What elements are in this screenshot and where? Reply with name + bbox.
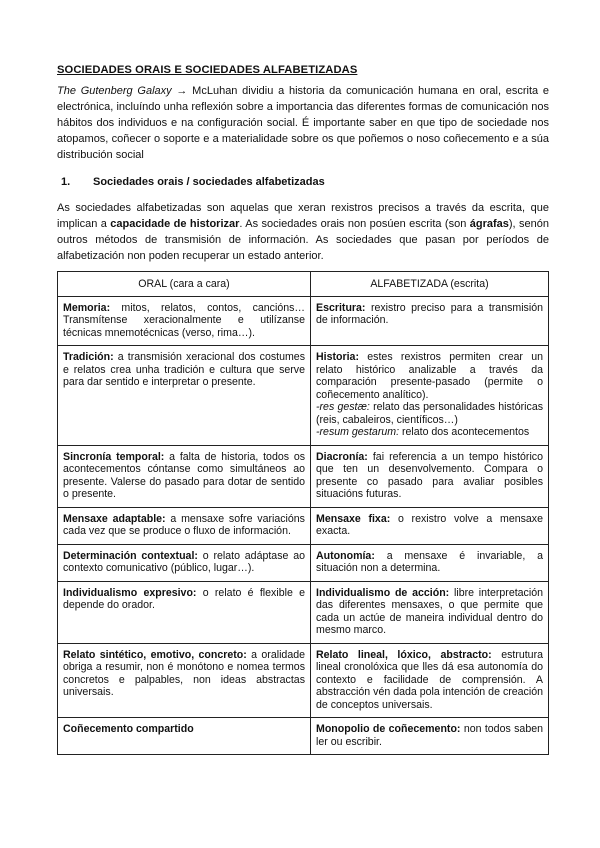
cell-text: mitos, relatos, contos, cancións… Transmítense xeracionalmente e utilízanse técnicas mnemotécnicas (verso, rima…).: [63, 301, 305, 339]
table-cell-alfa: [311, 643, 549, 718]
table-header-row: [58, 272, 549, 297]
section-paragraph: [57, 200, 549, 264]
sub-item-resum-gestarum: [316, 426, 543, 439]
cell-term: Sincronía temporal:: [63, 450, 165, 463]
section-title: Sociedades orais / sociedades alfabetizadas: [93, 176, 325, 188]
header-alfabetizada: ALFABETIZADA (escrita): [311, 272, 549, 297]
cell-term: Relato lineal, lóxico, abstracto:: [316, 648, 492, 661]
cell-text: libre interpretación das diferentes mensaxes, o que permite que cada un actúe de maneira individual dentro do mesmo marco.: [316, 586, 543, 636]
para-text-2: . As sociedades orais non posúen escrita (son: [239, 218, 470, 230]
cell-text: fai referencia a un tempo histórico que ten un desenvolvemento. Compara o presente co pasado para avaliar posibles situacións futuras.: [316, 450, 543, 500]
cell-term: Autonomía:: [316, 549, 375, 562]
intro-paragraph: [57, 83, 549, 163]
table-cell-alfa: [311, 544, 549, 581]
sub-item-res-gestae: [316, 401, 543, 426]
cell-term: Memoria:: [63, 301, 111, 314]
table-cell-oral: [58, 296, 311, 346]
table-row: [58, 643, 549, 718]
intro-text: McLuhan dividiu a historia da comunicación humana en oral, escrita e electrónica, incluíndo unha reflexión sobre a importancia das diferentes formas de comunicación nos hábitos dos individuos e na configuración social. É importante saber en que tipo de sociedade nos atopamos, coñecer o soporte e a materialidade sobre os que poñemos o noso coñecemento e a súa distribución social: [57, 85, 550, 161]
table-cell-alfa: [311, 507, 549, 544]
table-cell-alfa: [311, 581, 549, 643]
table-cell-oral: [58, 346, 311, 446]
cell-text: estes rexistros permiten crear un relato histórico analizable a través da comparación presente-pasado (permite o coñecemento analítico).: [316, 351, 543, 401]
cell-text: o relato é flexible e depende do orador.: [63, 586, 306, 611]
cell-term: Diacronía:: [316, 450, 368, 463]
table-cell-alfa: [311, 718, 549, 755]
table-row: [58, 445, 549, 507]
cell-term: Historia:: [316, 351, 359, 363]
cell-term: Coñecemento compartido: [63, 723, 194, 735]
cell-text: a falta de historia, todos os acontecementos cóntanse como simultáneos ao presente. Valerse do pasado para dotar de sentido o presente.: [63, 450, 306, 500]
section-number: 1.: [61, 176, 71, 188]
para-text-3: ), senón outros métodos de transmisión de información. As sociedades que pasan por períodos de alfabetización non poden recuperar un estado anterior.: [57, 218, 549, 262]
sub-text: relato dos acontecementos: [399, 426, 530, 438]
table-row: [58, 346, 549, 446]
sub-term: -resum gestarum:: [316, 426, 400, 438]
cell-term: Mensaxe adaptable:: [63, 512, 166, 525]
cell-text: non todos saben ler ou escribir.: [316, 723, 543, 748]
document-title: SOCIEDADES ORAIS E SOCIEDADES ALFABETIZADAS: [57, 64, 358, 76]
para-text-1: As sociedades alfabetizadas son aquelas que xeran rexistros precisos a través da escrita, que implican a: [57, 202, 549, 230]
header-oral: ORAL (cara a cara): [58, 272, 311, 297]
sub-term: -res gestæ:: [316, 401, 370, 413]
table-cell-oral: [58, 581, 311, 643]
intro-arrow: →: [171, 85, 193, 97]
cell-term: Escritura:: [316, 301, 366, 314]
table-cell-oral: [58, 445, 311, 507]
cell-term: Relato sintético, emotivo, concreto:: [63, 648, 247, 661]
intro-book-title: The Gutenberg Galaxy: [57, 85, 172, 97]
table-cell-oral: [58, 718, 311, 755]
table-row: [58, 296, 549, 346]
cell-text: a mensaxe é invariable, a situación non a determina.: [316, 549, 543, 574]
cell-term: Individualismo expresivo:: [63, 586, 197, 599]
cell-term: Determinación contextual:: [63, 549, 198, 562]
cell-text: a mensaxe sofre variacións cada vez que se produce o fluxo de información.: [63, 512, 305, 537]
table-cell-alfa: [311, 346, 549, 446]
cell-text: estrutura lineal cronolóxica que lles dá esa autonomía do contexto e facilidade de comprensión. A abstracción vén dada pola intención de creación de conceptos universais.: [316, 648, 543, 711]
table-row: [58, 544, 549, 581]
table-row: [58, 581, 549, 643]
table-cell-oral: [58, 643, 311, 718]
para-bold-2: ágrafas: [469, 218, 509, 230]
cell-text: o rexistro volve a mensaxe exacta.: [316, 512, 543, 537]
cell-text: o relato adáptase ao contexto comunicativo (público, lugar…).: [63, 549, 305, 574]
sub-text: relato das personalidades históricas (reis, cabaleiros, científicos…): [316, 401, 544, 426]
cell-term: Mensaxe fixa:: [316, 512, 391, 525]
cell-text: rexistro preciso para a transmisión de información.: [316, 301, 543, 326]
table-cell-alfa: [311, 296, 549, 346]
table-row: [58, 507, 549, 544]
para-bold-1: capacidade de historizar: [110, 218, 240, 230]
cell-term: Monopolio de coñecemento:: [316, 723, 461, 735]
table-cell-oral: [58, 544, 311, 581]
table-cell-oral: [58, 507, 311, 544]
cell-term: Tradición:: [63, 351, 114, 363]
comparison-table: [57, 271, 549, 755]
section-heading: [61, 176, 325, 188]
cell-text: a oralidade obriga a resumir, non é monótono e nomea termos concretos e palpables, non ideas abstractas universais.: [63, 648, 305, 698]
table-cell-alfa: [311, 445, 549, 507]
cell-text: a transmisión xeracional dos costumes e relatos crea unha tradición e cultura que serve para dar sentido e interpretar o presente.: [63, 351, 305, 388]
cell-term: Individualismo de acción:: [316, 586, 450, 599]
table-row: [58, 718, 549, 755]
